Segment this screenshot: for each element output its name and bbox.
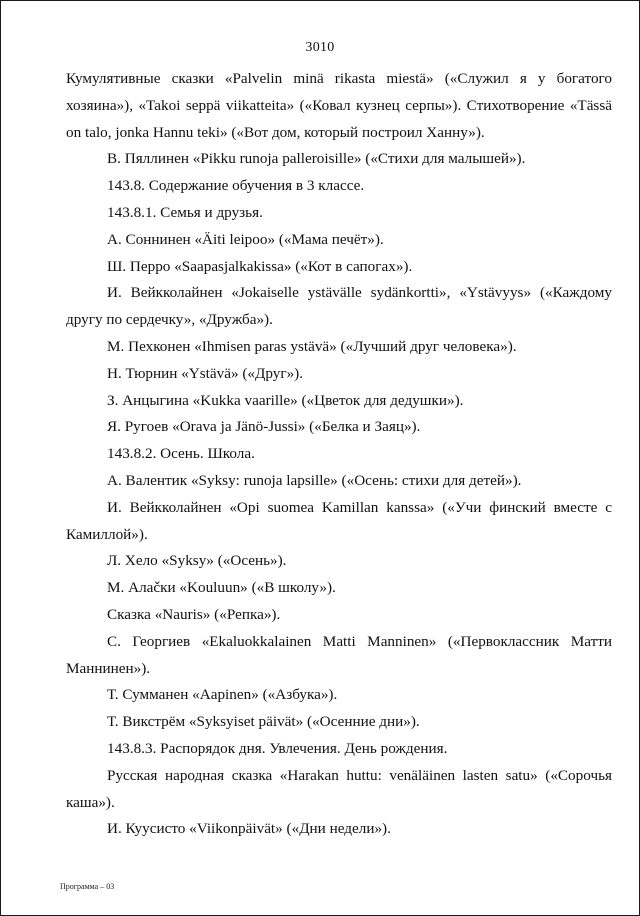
document-body: [66, 66, 612, 843]
page-number: 3010: [305, 40, 335, 55]
section-heading-143-8: 143.8. Содержание обучения в 3 классе.: [107, 177, 365, 195]
paragraph-1: Кумулятивные сказки «Palvelin minä rikasta miestä» («Служил я у богатого хозяина»), «Takoi seppä viikatteita» («Ковал кузнец серпы»). Стихотворение «Tässä on talo, jonka Hannu teki» («Вот дом, который построил Ханну»).: [66, 70, 612, 141]
paragraph-18: С. Георгиев «Ekaluokkalainen Matti Manninen» («Первоклассник Матти Маннинен»).: [66, 632, 612, 677]
footer-label: Программа – 03: [60, 882, 115, 891]
paragraph-11: Я. Ругоев «Orava ja Jänö-Jussi» («Белка и Заяц»).: [107, 418, 421, 436]
paragraph-13: А. Валентик «Syksy: runoja lapsille» («Осень: стихи для детей»).: [107, 471, 522, 489]
paragraph-10: З. Анцыгина «Kukka vaarille» («Цветок для дедушки»).: [107, 391, 464, 409]
subsection-heading-143-8-1: 143.8.1. Семья и друзья.: [107, 203, 263, 221]
paragraph-2: В. Пяллинен «Pikku runoja palleroisille» («Стихи для малышей»).: [107, 150, 526, 168]
paragraph-19: Т. Сумманен «Aapinen» («Азбука»).: [107, 686, 338, 704]
paragraph-17: Сказка «Nauris» («Репка»).: [107, 605, 281, 623]
paragraph-22: Русская народная сказка «Harakan huttu: venäläinen lasten satu» («Сорочья каша»).: [66, 766, 612, 811]
paragraph-14: И. Вейкколайнен «Opi suomea Kamillan kanssa» («Учи финский вместе с Камиллой»).: [66, 498, 612, 543]
paragraph-6: Ш. Перро «Saapasjalkakissa» («Кот в сапогах»).: [107, 257, 413, 275]
paragraph-15: Л. Хело «Syksy» («Осень»).: [107, 552, 287, 570]
subsection-heading-143-8-3: 143.8.3. Распорядок дня. Увлечения. День рождения.: [107, 739, 448, 757]
paragraph-16: М. Алаčки «Kouluun» («В школу»).: [107, 579, 336, 597]
paragraph-20: Т. Викстрём «Syksyiset päivät» («Осенние дни»).: [107, 713, 420, 731]
paragraph-23: И. Куусисто «Viikonpäivät» («Дни недели»).: [107, 820, 391, 838]
paragraph-7: И. Вейкколайнен «Jokaiselle ystävälle sydänkortti», «Ystävyys» («Каждому другу по сердечку», «Дружба»).: [66, 284, 612, 329]
paragraph-8: М. Пехконен «Ihmisen paras ystävä» («Лучший друг человека»).: [107, 337, 517, 355]
paragraph-5: А. Соннинен «Äiti leipoo» («Мама печёт»).: [107, 230, 384, 248]
subsection-heading-143-8-2: 143.8.2. Осень. Школа.: [107, 445, 255, 463]
paragraph-9: Н. Тюрнин «Ystävä» («Друг»).: [107, 364, 304, 382]
